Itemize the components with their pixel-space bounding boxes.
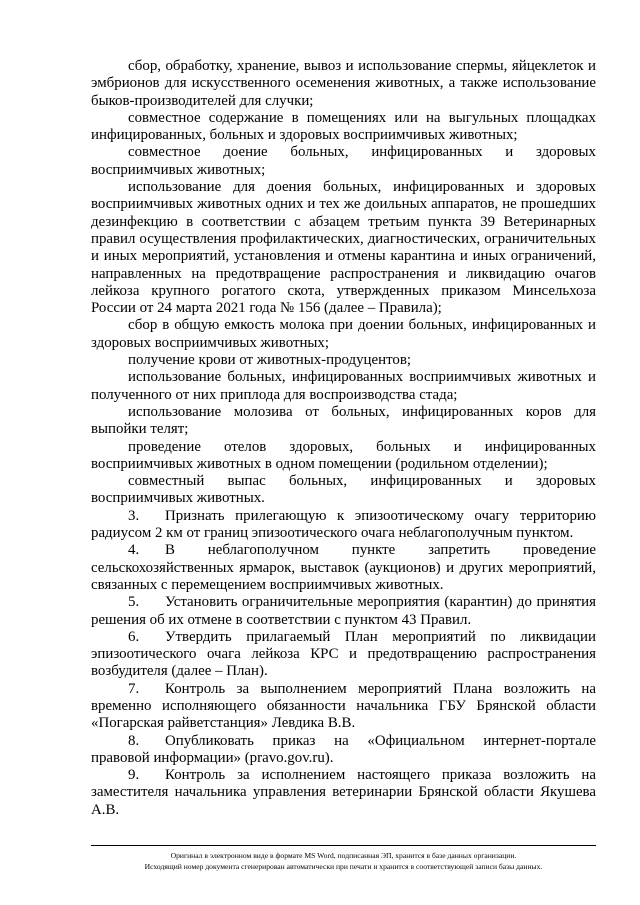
paragraph: получение крови от животных-продуцентов; (128, 352, 412, 369)
numbered-item (91, 542, 596, 594)
numbered-item (91, 767, 596, 819)
paragraph: совместное содержание в помещениях или на выгульных площадках инфицированных, больных и здоровых восприимчивых животных; (91, 109, 596, 144)
item-text: Контроль за исполнением настоящего приказа возложить на заместителя начальника управления ветеринарии Брянской области Якушева А.В. (91, 767, 596, 818)
paragraph: сбор в общую емкость молока при доении больных, инфицированных и здоровых восприимчивых животных; (91, 317, 596, 351)
item-text: Опубликовать приказ на «Официальном интернет-портале правовой информации» (pravo.gov.ru). (91, 732, 596, 766)
document-body (91, 58, 596, 819)
numbered-item (91, 629, 596, 681)
item-text: В неблагополучном пункте запретить проведение сельскохозяйственных ярмарок, выставок (аукционов) и других мероприятий, связанных с перемещением восприимчивых животных. (91, 542, 596, 593)
footer-line: Оригинал в электронном виде в формате MS Word, подписанная ЭП, хранится в базе данных организации. (170, 851, 517, 860)
paragraph: использование больных, инфицированных восприимчивых животных и полученного от них приплода для воспроизводства стада; (91, 369, 596, 403)
numbered-item (91, 594, 596, 629)
item-text: Установить ограничительные мероприятия (карантин) до принятия решения об их отмене в соответствии с пунктом 43 Правил. (91, 594, 596, 628)
paragraph: использование молозива от больных, инфицированных коров для выпойки телят; (91, 403, 596, 438)
item-text: Контроль за выполнением мероприятий Плана возложить на временно исполняющего обязанности начальника ГБУ Брянской области «Погарская райветстанция» Левдика В.В. (91, 680, 596, 732)
paragraph: совместный выпас больных, инфицированных и здоровых восприимчивых животных. (91, 473, 596, 507)
paragraph: использование для доения больных, инфицированных и здоровых восприимчивых животных одних и тех же доильных аппаратов, не прошедших дезинфекцию в соответствии с абзацем третьим пункта 39 Ветеринарных правил осуществления профилактических, диагностических, ограничительных и иных мероприятий, установления и отмены карантина и иных ограничений, направленных на предотвращение распространения и ликвидацию очагов лейкоза крупного рогатого скота, утвержденных приказом Минсельхоза России от 24 марта 2021 года № 156 (далее – Правила); (91, 179, 596, 317)
paragraph: совместное доение больных, инфицированных и здоровых восприимчивых животных; (91, 144, 596, 178)
item-text: Утвердить прилагаемый План мероприятий по ликвидации эпизоотического очага лейкоза КРС и предотвращению распространения возбудителя (далее – План). (91, 628, 596, 680)
item-number: 8. (128, 732, 140, 749)
item-number: 3. (128, 507, 140, 524)
item-number: 6. (128, 628, 140, 645)
footer-line: Исходящий номер документа сгенерирован автоматически при печати и хранится в соответствующей записи базы данных. (144, 862, 543, 871)
numbered-item (91, 681, 596, 733)
item-number: 5. (128, 594, 140, 611)
numbered-item (91, 508, 596, 543)
item-number: 4. (128, 542, 140, 559)
paragraph: проведение отелов здоровых, больных и инфицированных восприимчивых животных в одном помещении (родильном отделении); (91, 438, 596, 472)
document-footer (91, 845, 596, 872)
item-number: 9. (128, 767, 140, 784)
item-number: 7. (128, 680, 140, 697)
item-text: Признать прилегающую к эпизоотическому очагу территорию радиусом 2 км от границ эпизоотического очага неблагополучным пунктом. (91, 507, 596, 542)
numbered-item (91, 733, 596, 768)
paragraph: сбор, обработку, хранение, вывоз и использование спермы, яйцеклеток и эмбрионов для искусственного осеменения животных, а также использование быков-производителей для случки; (91, 58, 596, 109)
